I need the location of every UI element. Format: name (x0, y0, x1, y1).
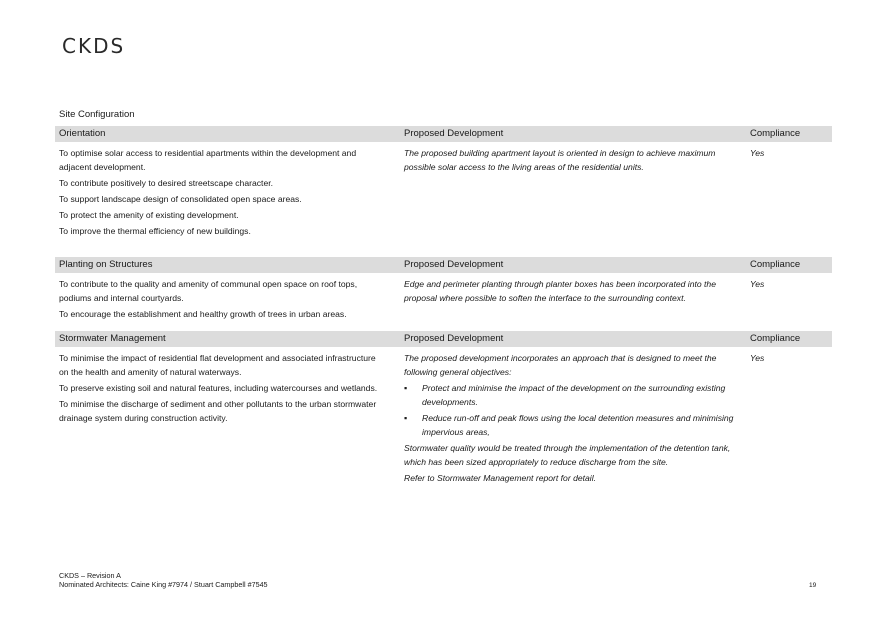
objectives-column (59, 351, 387, 427)
objective: To preserve existing soil and natural features, including watercourses and wetlands. (59, 383, 378, 393)
header-compliance: Compliance (750, 259, 801, 270)
orientation-table (55, 126, 832, 236)
proposed-column (404, 146, 742, 176)
stormwater-table (55, 331, 832, 483)
header-proposed: Proposed Development (404, 333, 504, 344)
proposed-text: Refer to Stormwater Management report for detail. (404, 473, 597, 483)
bullet-item: ▪ Protect and minimise the impact of the development on the surrounding existing developments. (404, 381, 742, 409)
objective: To optimise solar access to residential apartments within the development and adjacent development. (59, 148, 357, 172)
objective: To contribute positively to desired streetscape character. (59, 178, 273, 188)
planting-table (55, 257, 832, 319)
ckds-logo (62, 34, 132, 64)
objective: To improve the thermal efficiency of new buildings. (59, 226, 251, 236)
table-header (55, 126, 832, 142)
objective: To minimise the impact of residential flat development and associated infrastructure on the health and amenity of natural waterways. (59, 353, 376, 377)
objective: To protect the amenity of existing development. (59, 210, 239, 220)
header-proposed: Proposed Development (404, 259, 504, 270)
table-header (55, 331, 832, 347)
header-compliance: Compliance (750, 128, 801, 139)
header-compliance: Compliance (750, 333, 801, 344)
objectives-column (59, 146, 387, 240)
proposed-column (404, 351, 742, 487)
objective: To contribute to the quality and amenity of communal open space on roof tops, podiums and internal courtyards. (59, 279, 358, 303)
compliance-value: Yes (750, 148, 765, 158)
compliance-value: Yes (750, 279, 765, 289)
footer (59, 571, 268, 589)
proposed-text: The proposed building apartment layout is oriented in design to achieve maximum possible solar access to the living areas of the residential units. (404, 148, 716, 172)
proposed-text: Edge and perimeter planting through planter boxes has been incorporated into the proposal where possible to soften the interface to the surrounding context. (404, 279, 716, 303)
footer-revision: CKDS – Revision A (59, 571, 121, 580)
objectives-bullet-list (404, 381, 742, 439)
header-topic: Stormwater Management (59, 333, 166, 344)
bullet-item: ▪ Reduce run-off and peak flows using the local detention measures and minimising impervious areas, (404, 411, 742, 439)
logo-text: CKDS (62, 34, 126, 58)
header-topic: Planting on Structures (59, 259, 153, 270)
objective: To encourage the establishment and healthy growth of trees in urban areas. (59, 309, 347, 319)
header-proposed: Proposed Development (404, 128, 504, 139)
objective: To minimise the discharge of sediment and other pollutants to the urban stormwater drainage system during construction activity. (59, 399, 377, 423)
header-topic: Orientation (59, 128, 106, 139)
objectives-column (59, 277, 387, 323)
page-number: 19 (809, 582, 817, 589)
compliance-value: Yes (750, 353, 765, 363)
table-header (55, 257, 832, 273)
proposed-text: Stormwater quality would be treated through the implementation of the detention tank, which has been sized appropriately to reduce discharge from the site. (404, 443, 731, 467)
footer-architects: Nominated Architects: Caine King #7974 / Stuart Campbell #7545 (59, 580, 268, 589)
proposed-column (404, 277, 742, 307)
section-title: Site Configuration (59, 109, 135, 120)
proposed-intro: The proposed development incorporates an approach that is designed to meet the following general objectives: (404, 353, 717, 377)
objective: To support landscape design of consolidated open space areas. (59, 194, 302, 204)
